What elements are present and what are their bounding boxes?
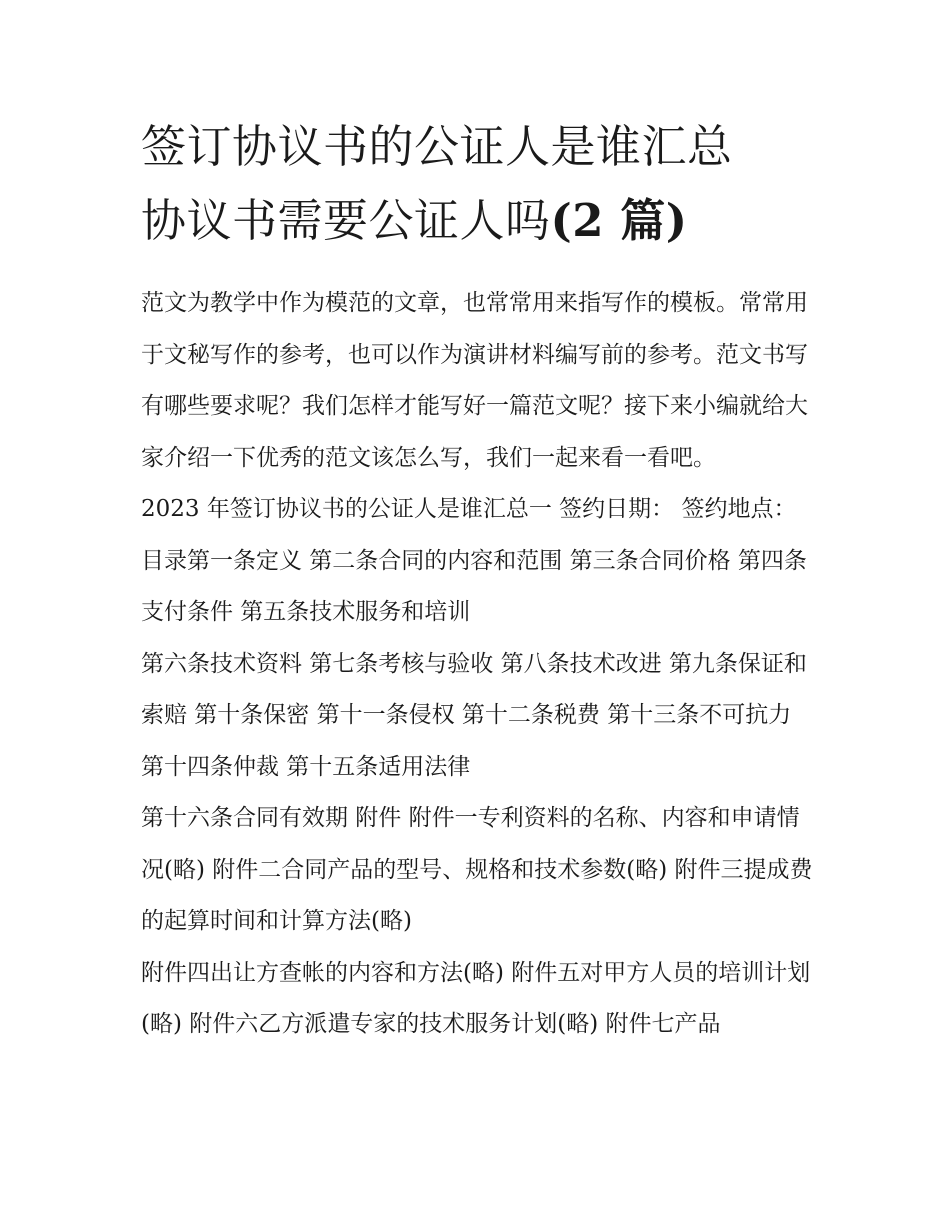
body-paragraph: 2023 年签订协议书的公证人是谁汇总一 签约日期： 签约地点： 目录第一条定义 第二条合同的内容和范围 第三条合同价格 第四条支付条件 第五条技术服务和培训 <box>141 496 807 625</box>
document-title <box>141 110 813 258</box>
title-article-count: (2 篇) <box>550 194 688 247</box>
body-paragraph: 第六条技术资料 第七条考核与验收 第八条技术改进 第九条保证和索赔 第十条保密 第十一条侵权 第十二条税费 第十三条不可抗力 第十四条仲裁 第十五条适用法律 <box>141 650 807 780</box>
document-body <box>141 278 813 1051</box>
title-line-2: 协议书需要公证人吗 <box>141 194 551 247</box>
body-paragraph: 附件四出让方查帐的内容和方法(略) 附件五对甲方人员的培训计划(略) 附件六乙方派遣专家的技术服务计划(略) 附件七产品 <box>141 959 811 1037</box>
body-paragraph: 第十六条合同有效期 附件 附件一专利资料的名称、内容和申请情况(略) 附件二合同产品的型号、规格和技术参数(略) 附件三提成费的起算时间和计算方法(略) <box>141 805 813 934</box>
document-content <box>141 110 813 1051</box>
intro-paragraph: 范文为教学中作为模范的文章，也常常用来指写作的模板。常常用于文秘写作的参考，也可以作为演讲材料编写前的参考。范文书写有哪些要求呢？我们怎样才能写好一篇范文呢？接下来小编就给大家介绍一下优秀的范文该怎么写，我们一起来看一看吧。 <box>141 290 808 471</box>
title-line-1: 签订协议书的公证人是谁汇总 <box>141 120 733 173</box>
